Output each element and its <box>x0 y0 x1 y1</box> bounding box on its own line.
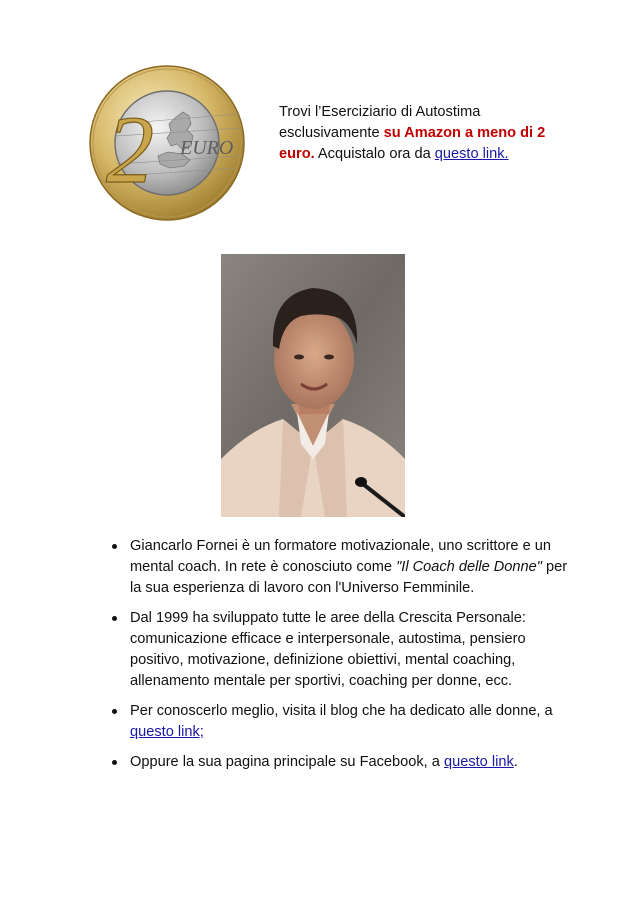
amazon-price-highlight-end: euro. <box>279 146 315 162</box>
promo-text-block <box>279 102 569 165</box>
facebook-link[interactable]: questo link <box>443 754 514 770</box>
svg-text:2: 2 <box>106 96 154 203</box>
bullet-icon <box>112 760 117 765</box>
list-item: Dal 1999 ha sviluppato tutte le aree della Crescita Personale: comunicazione efficace e interpersonale, autostima, pensiero positivo, motivazione, definizione obiettivi, mental coaching, allenamento mentale per sportivi, coaching per donne, ecc. <box>108 608 578 692</box>
amazon-link[interactable]: questo link. <box>434 146 509 162</box>
svg-text:EURO: EURO <box>180 137 234 159</box>
list-item: Oppure la sua pagina principale su Facebook, a questo link. <box>108 752 578 773</box>
list-item: Giancarlo Fornei è un formatore motivazionale, uno scrittore e un mental coach. In rete è conosciuto come "Il Coach delle Donne" per la sua esperienza di lavoro con l'Universo Femminile. <box>108 536 578 599</box>
promo-line-1: Trovi l’Eserciziario di Autostima <box>279 104 481 120</box>
promo-cta-text: Acquistalo ora da <box>314 146 435 162</box>
list-item: Per conoscerlo meglio, visita il blog che ha dedicato alle donne, a questo link; <box>108 701 578 743</box>
amazon-price-highlight: su Amazon a meno di 2 <box>383 125 546 141</box>
bullet-icon <box>112 709 117 714</box>
bio-list <box>108 536 578 782</box>
portrait-photo <box>221 254 405 517</box>
bullet-icon <box>112 616 117 621</box>
bullet-icon <box>112 544 117 549</box>
blog-link[interactable]: questo link; <box>130 724 204 740</box>
promo-line-2-prefix: esclusivamente <box>279 125 384 141</box>
two-euro-coin-image <box>88 64 246 222</box>
coach-nickname: "Il Coach delle Donne" <box>396 559 542 575</box>
